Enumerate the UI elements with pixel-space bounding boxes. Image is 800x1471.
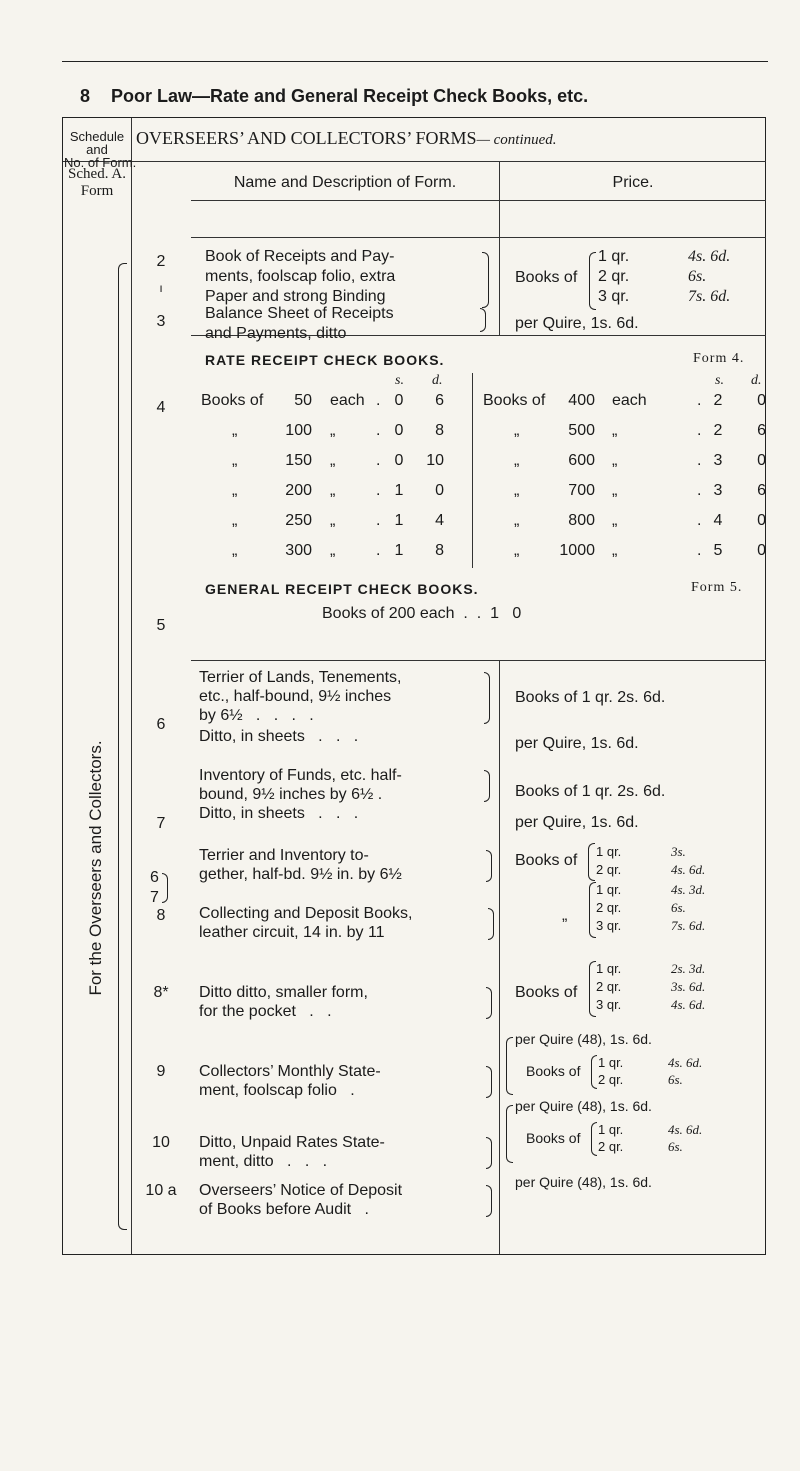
form-number: 2 xyxy=(156,253,166,270)
form-number: 3 xyxy=(156,313,166,330)
price: 4s. 6d. xyxy=(668,1055,703,1070)
quantity-list xyxy=(596,960,621,1014)
rate-s: 0 xyxy=(394,392,404,409)
rate-each: „ xyxy=(612,542,618,559)
dot-leader: . xyxy=(697,422,702,439)
rate-each: „ xyxy=(330,422,336,439)
rate-each: each xyxy=(612,392,647,409)
page-number: 8 xyxy=(80,86,91,106)
form-number: 6 xyxy=(150,869,159,886)
rate-s: 0 xyxy=(394,422,404,439)
books-of-label: Books of xyxy=(526,1063,581,1079)
form-price: per Quire, 1s. 6d. xyxy=(515,315,639,332)
form-description xyxy=(199,1062,381,1100)
form-description xyxy=(199,668,401,725)
form-description xyxy=(199,904,412,942)
brace xyxy=(589,882,596,938)
form-number: 7 xyxy=(156,815,166,832)
price: 4s. 6d. xyxy=(671,862,706,877)
description-line: of Books before Audit . xyxy=(199,1201,369,1218)
rate-num: 200 xyxy=(285,482,312,499)
rate-s: 4 xyxy=(713,512,723,529)
form-price: per Quire (48), 1s. 6d. xyxy=(515,1174,652,1190)
quantity: 2 qr. xyxy=(598,268,630,285)
rate-label: Books of xyxy=(483,392,546,409)
rate-label: Books of xyxy=(201,392,264,409)
quantity: 2 qr. xyxy=(598,1139,624,1154)
form-description xyxy=(199,983,368,1021)
price-divider-bottom xyxy=(499,661,500,1254)
description-line: Collecting and Deposit Books, xyxy=(199,905,413,922)
rate-num: 150 xyxy=(285,452,312,469)
price: 4s. 3d. xyxy=(671,882,706,897)
forms-title xyxy=(136,126,557,152)
schedule-heading-line: No. of Form. xyxy=(64,155,137,170)
rate-label: „ xyxy=(232,452,238,469)
brace xyxy=(486,1185,492,1217)
description-line: Overseers’ Notice of Deposit xyxy=(199,1182,403,1199)
quantity: 3 qr. xyxy=(596,918,622,933)
brace xyxy=(484,770,490,802)
rate-d: 0 xyxy=(757,452,766,469)
description-line: leather circuit, 14 in. by 11 xyxy=(199,924,385,941)
price: 3s. xyxy=(671,844,686,859)
price: 7s. 6d. xyxy=(688,288,731,305)
quantity: 1 qr. xyxy=(596,882,622,897)
description-line: Ditto ditto, smaller form, xyxy=(199,984,368,1001)
description-line: Book of Receipts and Pay- xyxy=(205,248,395,265)
form-price: Books of 1 qr. 2s. 6d. xyxy=(515,783,666,800)
description-line: ments, foolscap folio, extra xyxy=(205,268,396,285)
form-description xyxy=(205,247,395,307)
form-description xyxy=(199,846,402,884)
schedule-heading xyxy=(64,129,137,170)
rate-s: 3 xyxy=(713,452,723,469)
quantity-list xyxy=(598,1121,623,1155)
brace xyxy=(588,843,595,881)
description-line: and Payments, ditto xyxy=(205,325,347,342)
rate-d: 6 xyxy=(435,392,444,409)
name-description-heading: Name and Description of Form. xyxy=(233,174,457,191)
dot-leader: . xyxy=(376,542,381,559)
quantity-list xyxy=(596,881,621,935)
brace xyxy=(486,1066,492,1098)
form-number: 7 xyxy=(150,889,159,906)
rate-label: „ xyxy=(514,512,520,529)
rate-each: „ xyxy=(330,512,336,529)
brace xyxy=(589,252,596,310)
page-header xyxy=(80,86,588,107)
quantity: 3 qr. xyxy=(598,288,630,305)
rate-s: 5 xyxy=(713,542,723,559)
dot-leader: . xyxy=(376,482,381,499)
form-number: 9 xyxy=(156,1063,166,1080)
price: 4s. 6d. xyxy=(688,248,731,265)
brace xyxy=(589,961,596,1017)
brace xyxy=(506,1105,513,1163)
brace xyxy=(484,672,490,724)
description-line: Ditto, Unpaid Rates State- xyxy=(199,1134,385,1151)
rate-s: 1 xyxy=(394,542,404,559)
price: 4s. 6d. xyxy=(668,1122,703,1137)
rate-s: 0 xyxy=(394,452,404,469)
sched-form-line: Sched. A. xyxy=(68,166,126,182)
rate-num: 100 xyxy=(285,422,312,439)
ditto-line: Ditto, in sheets . . . xyxy=(199,805,359,822)
price-list xyxy=(671,960,705,1014)
price: 3s. 6d. xyxy=(671,979,706,994)
quantity-list xyxy=(598,247,629,307)
forms-title-text: OVERSEERS’ AND COLLECTORS’ FORMS xyxy=(136,128,477,148)
ditto-price: per Quire, 1s. 6d. xyxy=(515,814,639,831)
rate-num: 800 xyxy=(568,512,595,529)
description-line: by 6½ . . . . xyxy=(199,707,314,724)
form-description xyxy=(199,1133,385,1171)
rate-d: 0 xyxy=(757,392,766,409)
description-line: etc., half-bound, 9½ inches xyxy=(199,688,392,705)
brace xyxy=(486,1137,492,1169)
quantity: 1 qr. xyxy=(598,248,630,265)
ditto-price: per Quire, 1s. 6d. xyxy=(515,735,639,752)
form-number: 10 a xyxy=(145,1182,177,1199)
form-description xyxy=(199,766,402,804)
brace xyxy=(591,1055,597,1089)
forms-title-suffix: — continued. xyxy=(476,132,557,148)
pence-heading: d. xyxy=(432,373,443,388)
pence-heading: d. xyxy=(751,373,762,388)
schedule-heading-line: Schedule xyxy=(69,129,125,144)
rate-label: „ xyxy=(232,482,238,499)
books-of-label: Books of xyxy=(515,269,578,286)
price: 6s. xyxy=(671,900,686,915)
rate-num: 250 xyxy=(285,512,312,529)
rate-s: 1 xyxy=(394,482,404,499)
rate-label: „ xyxy=(514,452,520,469)
general-form-label: Form 5. xyxy=(691,580,743,595)
quire-price: per Quire (48), 1s. 6d. xyxy=(515,1031,652,1047)
quantity-list xyxy=(598,1054,623,1088)
description-line: Collectors’ Monthly State- xyxy=(199,1063,381,1080)
price: 7s. 6d. xyxy=(671,918,706,933)
quantity: 3 qr. xyxy=(596,997,622,1012)
brace xyxy=(486,987,492,1019)
books-of-label: Books of xyxy=(515,852,578,869)
price: 6s. xyxy=(668,1072,683,1087)
rate-num: 1000 xyxy=(559,542,595,559)
rate-label: „ xyxy=(514,542,520,559)
rate-num: 600 xyxy=(568,452,595,469)
subheader-divider xyxy=(191,200,766,201)
books-of-label: Books of xyxy=(526,1130,581,1146)
price: 4s. 6d. xyxy=(671,997,706,1012)
quantity: 1 qr. xyxy=(598,1122,624,1137)
rate-d: 0 xyxy=(435,482,444,499)
quantity: 1 qr. xyxy=(598,1055,624,1070)
description-line: Terrier and Inventory to- xyxy=(199,847,369,864)
description-line: Terrier of Lands, Tenements, xyxy=(199,669,402,686)
rate-label: „ xyxy=(232,512,238,529)
subheader-rule xyxy=(191,237,766,238)
rate-form-label: Form 4. xyxy=(693,351,745,366)
rate-each: „ xyxy=(612,422,618,439)
rate-d: 6 xyxy=(757,422,766,439)
rate-d: 8 xyxy=(435,422,444,439)
shillings-heading: s. xyxy=(715,373,724,388)
rate-section-title: RATE RECEIPT CHECK BOOKS. xyxy=(205,352,445,368)
rate-d: 10 xyxy=(426,452,444,469)
price-list xyxy=(688,247,730,307)
rate-each: „ xyxy=(612,452,618,469)
form-number: 10 xyxy=(152,1134,170,1151)
page-title: Poor Law—Rate and General Receipt Check Books, etc. xyxy=(111,86,589,106)
rate-num: 700 xyxy=(568,482,595,499)
schedule-heading-line: and xyxy=(86,142,108,157)
rate-s: 2 xyxy=(713,422,723,439)
rate-num: 500 xyxy=(568,422,595,439)
price-list xyxy=(668,1121,702,1155)
dot-leader: . xyxy=(697,482,702,499)
description-line: bound, 9½ inches by 6½ . xyxy=(199,786,383,803)
rate-s: 3 xyxy=(713,482,723,499)
form-number: 5 xyxy=(156,617,166,634)
form-tick: ı xyxy=(159,281,163,295)
price: 6s. xyxy=(688,268,707,285)
price-heading: Price. xyxy=(612,174,654,191)
price: 6s. xyxy=(668,1139,683,1154)
sched-form-heading xyxy=(64,166,130,200)
price-list xyxy=(671,881,705,935)
rate-label: „ xyxy=(514,482,520,499)
form-number: 6 xyxy=(156,716,166,733)
rate-num: 400 xyxy=(568,392,595,409)
dot-leader: . xyxy=(697,452,702,469)
quire-price: per Quire (48), 1s. 6d. xyxy=(515,1098,652,1114)
rate-label: „ xyxy=(232,542,238,559)
brace xyxy=(488,908,494,940)
rate-d: 0 xyxy=(757,512,766,529)
quantity: 1 qr. xyxy=(596,961,622,976)
rate-label: „ xyxy=(232,422,238,439)
rate-d: 6 xyxy=(757,482,766,499)
rate-each: each xyxy=(330,392,365,409)
rate-d: 8 xyxy=(435,542,444,559)
rate-label: „ xyxy=(514,422,520,439)
form-price: Books of 1 qr. 2s. 6d. xyxy=(515,689,666,706)
rate-each: „ xyxy=(330,482,336,499)
sched-form-line: Form xyxy=(80,183,114,199)
description-line: Inventory of Funds, etc. half- xyxy=(199,767,402,784)
header-divider xyxy=(63,161,766,162)
form-description xyxy=(199,1181,402,1219)
description-line: ment, ditto . . . xyxy=(199,1153,328,1170)
quantity: 2 qr. xyxy=(596,979,622,994)
price: 2s. 3d. xyxy=(671,961,706,976)
books-of-label: Books of xyxy=(515,984,578,1001)
rate-d: 4 xyxy=(435,512,444,529)
form-description xyxy=(205,304,394,344)
description-line: ment, foolscap folio . xyxy=(199,1082,355,1099)
quantity: 2 qr. xyxy=(596,900,622,915)
description-line: gether, half-bd. 9½ in. by 6½ xyxy=(199,866,402,883)
shillings-heading: s. xyxy=(395,373,404,388)
form-number: 8* xyxy=(153,984,169,1001)
price-list xyxy=(668,1054,702,1088)
brace xyxy=(591,1122,597,1156)
general-books-line: Books of 200 each . . 1 0 xyxy=(322,605,522,622)
quantity: 2 qr. xyxy=(596,862,622,877)
description-line: Balance Sheet of Receipts xyxy=(205,305,394,322)
rate-each: „ xyxy=(612,512,618,529)
rate-d: 0 xyxy=(757,542,766,559)
side-label: For the Overseers and Collectors. xyxy=(86,740,105,996)
dot-leader: . xyxy=(697,392,702,409)
rate-each: „ xyxy=(330,542,336,559)
brace xyxy=(482,252,489,308)
dot-leader: . xyxy=(376,422,381,439)
dot-leader: . xyxy=(376,512,381,529)
header-rule xyxy=(62,61,768,62)
description-line: for the pocket . . xyxy=(199,1003,332,1020)
dot-leader: . xyxy=(697,512,702,529)
form-number: 4 xyxy=(156,399,166,416)
ditto-mark: „ xyxy=(562,907,568,924)
description-line: Paper and strong Binding xyxy=(205,288,386,305)
dot-leader: . xyxy=(376,452,381,469)
general-section-bottom-rule xyxy=(191,660,766,661)
brace xyxy=(486,850,492,882)
rate-num: 300 xyxy=(285,542,312,559)
rate-s: 2 xyxy=(713,392,723,409)
rate-num: 50 xyxy=(294,392,312,409)
quantity: 2 qr. xyxy=(598,1072,624,1087)
quantity: 1 qr. xyxy=(596,844,622,859)
dot-leader: . xyxy=(376,392,381,409)
brace xyxy=(162,873,168,903)
brace xyxy=(480,308,486,332)
general-section-title: GENERAL RECEIPT CHECK BOOKS. xyxy=(205,581,479,597)
form-number: 8 xyxy=(156,907,166,924)
overseers-brace xyxy=(118,263,127,1230)
price-list xyxy=(671,843,705,879)
rate-each: „ xyxy=(330,452,336,469)
rate-column-divider xyxy=(472,373,473,568)
dot-leader: . xyxy=(697,542,702,559)
ditto-line: Ditto, in sheets . . . xyxy=(199,728,359,745)
brace xyxy=(506,1037,513,1095)
rate-each: „ xyxy=(612,482,618,499)
quantity-list xyxy=(596,843,621,879)
rate-s: 1 xyxy=(394,512,404,529)
